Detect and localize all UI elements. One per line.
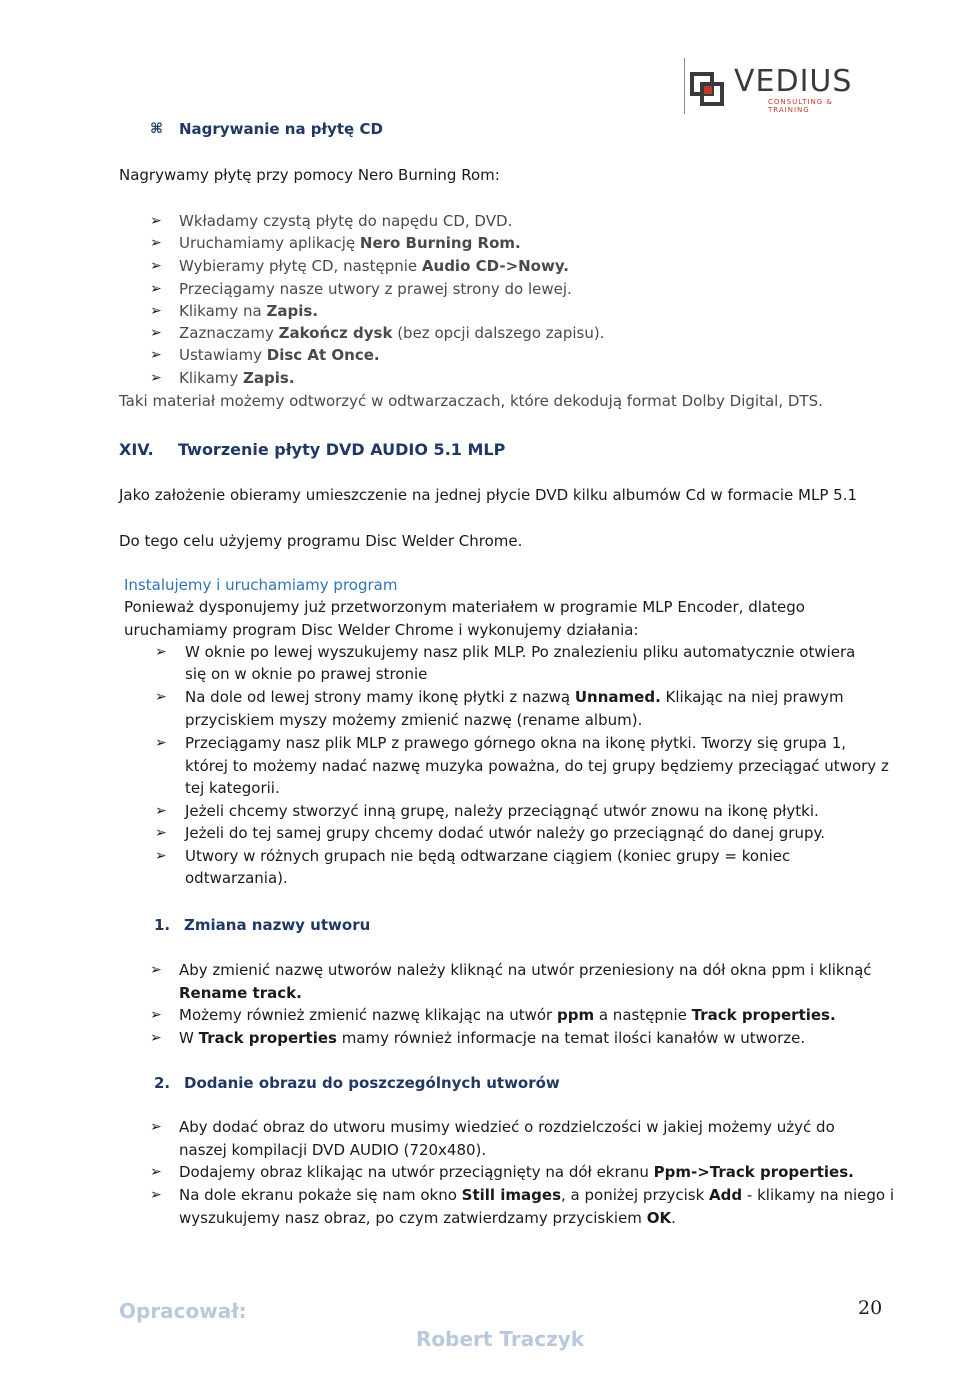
item-text-after: mamy również informacje na temat ilości kanałów w utworze. [336,1029,806,1047]
page-number: 20 [858,1297,883,1319]
bullet-arrow-icon: ➢ [150,303,162,319]
bullet-arrow-icon: ➢ [150,281,162,297]
list-item-line: Jeżeli chcemy stworzyć inną grupę, należy przeciągnąć utwór znowu na ikonę płytki. [185,802,819,820]
bullet-arrow-icon: ➢ [150,1164,162,1180]
item-bold: Audio CD->Nowy. [421,257,569,275]
list-item [179,280,572,298]
bullet-arrow-icon: ➢ [150,258,162,274]
item-bold: Track properties [198,1029,337,1047]
item-bold: OK [646,1209,672,1227]
list-item-line: się on w oknie po prawej stronie [185,665,428,683]
item-bold: ppm [556,1006,595,1024]
bullet-arrow-icon: ➢ [155,644,167,660]
item-bold: Rename track. [179,984,302,1002]
item-text: Wybieramy płytę CD, następnie [179,257,422,275]
item-bold: Still images [461,1186,562,1204]
item-text: wyszukujemy nasz obraz, po czym zatwierdzamy przyciskiem [179,1209,647,1227]
section4-number: 2. [154,1074,171,1092]
item-text: Ustawiamy [179,346,267,364]
item-text: Wkładamy czystą płytę do napędu CD, DVD. [179,212,513,230]
bullet-arrow-icon: ➢ [150,1030,162,1046]
section3-title: Zmiana nazwy utworu [184,916,371,934]
bullet-arrow-icon: ➢ [150,1187,162,1203]
list-item-line: przyciskiem myszy możemy zmienić nazwę (rename album). [185,711,643,729]
list-item-line: Utwory w różnych grupach nie będą odtwarzane ciągiem (koniec grupy = koniec [185,847,791,865]
list-item-line [179,1029,805,1047]
bullet-arrow-icon: ➢ [150,962,162,978]
footer-author-name: Robert Traczyk [416,1327,585,1351]
item-text: Zaznaczamy [179,324,279,342]
item-text: Klikamy na [179,302,267,320]
section2-title: Tworzenie płyty DVD AUDIO 5.1 MLP [178,440,506,459]
section-marker-icon: ⌘ [150,121,163,137]
list-item-line: odtwarzania). [185,869,288,887]
list-item-line: tej kategorii. [185,779,280,797]
item-text: Na dole ekranu pokaże się nam okno [179,1186,462,1204]
section2-para3-line1: Ponieważ dysponujemy już przetworzonym materiałem w programie MLP Encoder, dlatego [124,598,805,616]
item-text: Uruchamiamy aplikację [179,234,360,252]
item-text: W [179,1029,199,1047]
list-item [179,324,604,342]
company-logo [684,58,860,114]
item-text-after: (bez opcji dalszego zapisu). [392,324,605,342]
section3-number: 1. [154,916,171,934]
item-bold: Ppm->Track properties. [653,1163,854,1181]
item-bold: Unnamed. [574,688,661,706]
item-text-after: . [671,1209,676,1227]
bullet-arrow-icon: ➢ [150,325,162,341]
footer-author-label: Opracował: [119,1299,247,1323]
bullet-arrow-icon: ➢ [150,1119,162,1135]
list-item-line: W oknie po lewej wyszukujemy nasz plik MLP. Po znalezieniu pliku automatycznie otwiera [185,643,856,661]
bullet-arrow-icon: ➢ [155,848,167,864]
item-text: Klikamy [179,369,244,387]
item-text: Przeciągamy nasze utwory z prawej strony do lewej. [179,280,572,298]
bullet-arrow-icon: ➢ [150,370,162,386]
bullet-arrow-icon: ➢ [155,803,167,819]
section4-title: Dodanie obrazu do poszczególnych utworów [184,1074,560,1092]
section2-subheading: Instalujemy i uruchamiamy program [124,576,398,594]
section2-para2: Do tego celu użyjemy programu Disc Welder Chrome. [119,532,523,550]
section1-title: Nagrywanie na płytę CD [179,120,383,138]
list-item [179,257,569,275]
list-item-line: naszej kompilacji DVD AUDIO (720x480). [179,1141,487,1159]
list-item-line [179,1209,676,1227]
logo-tagline: CONSULTING & TRAINING [768,98,833,114]
list-item-line [179,1186,894,1204]
list-item-line [179,984,302,1002]
section1-intro: Nagrywamy płytę przy pomocy Nero Burning Rom: [119,166,500,184]
list-item [179,234,521,252]
list-item [179,346,380,364]
item-text: Możemy również zmienić nazwę klikając na utwór [179,1006,557,1024]
item-text-mid: a następnie [594,1006,692,1024]
item-text-mid: , a poniżej przycisk [561,1186,710,1204]
item-bold: Zakończ dysk [278,324,393,342]
item-bold: Track properties. [691,1006,836,1024]
list-item [179,369,295,387]
list-item [179,212,512,230]
section2-para1: Jako założenie obieramy umieszczenie na jednej płycie DVD kilku albumów Cd w formacie MLP 5.1 [119,486,857,504]
section1-closing: Taki materiał możemy odtworzyć w odtwarzaczach, które dekodują format Dolby Digital, DTS. [119,392,823,410]
item-bold: Add [709,1186,743,1204]
item-text-after: Klikając na niej prawym [660,688,844,706]
list-item-line: której to możemy nadać nazwę muzyka poważna, do tej grupy będziemy przeciągać utwory z [185,757,889,775]
list-item-line: Aby zmienić nazwę utworów należy kliknąć na utwór przeniesiony na dół okna ppm i kliknąć [179,961,872,979]
list-item-line [179,1006,836,1024]
section2-para3-line2: uruchamiamy program Disc Welder Chrome i wykonujemy działania: [124,621,639,639]
bullet-arrow-icon: ➢ [150,235,162,251]
item-bold: Nero Burning Rom. [359,234,521,252]
bullet-arrow-icon: ➢ [150,347,162,363]
item-text: Na dole od lewej strony mamy ikonę płytki z nazwą [185,688,575,706]
item-text-after: - klikamy na niego i [742,1186,894,1204]
logo-mark-icon [690,72,724,106]
list-item-line: Jeżeli do tej samej grupy chcemy dodać utwór należy go przeciągnąć do danej grupy. [185,824,825,842]
logo-divider [684,58,685,114]
list-item-line: Aby dodać obraz do utworu musimy wiedzieć o rozdzielczości w jakiej możemy użyć do [179,1118,835,1136]
bullet-arrow-icon: ➢ [155,689,167,705]
bullet-arrow-icon: ➢ [150,213,162,229]
list-item-line [179,1163,854,1181]
bullet-arrow-icon: ➢ [155,735,167,751]
item-text: Dodajemy obraz klikając na utwór przeciągnięty na dół ekranu [179,1163,654,1181]
item-bold: Zapis. [266,302,319,320]
list-item [179,302,318,320]
item-bold: Disc At Once. [266,346,380,364]
item-bold: Zapis. [243,369,295,387]
list-item-line: Przeciągamy nasz plik MLP z prawego górnego okna na ikonę płytki. Tworzy się grupa 1, [185,734,847,752]
list-item-line [185,688,844,706]
bullet-arrow-icon: ➢ [155,825,167,841]
bullet-arrow-icon: ➢ [150,1007,162,1023]
logo-brand: VEDIUS [734,64,853,99]
section2-number: XIV. [119,440,154,459]
